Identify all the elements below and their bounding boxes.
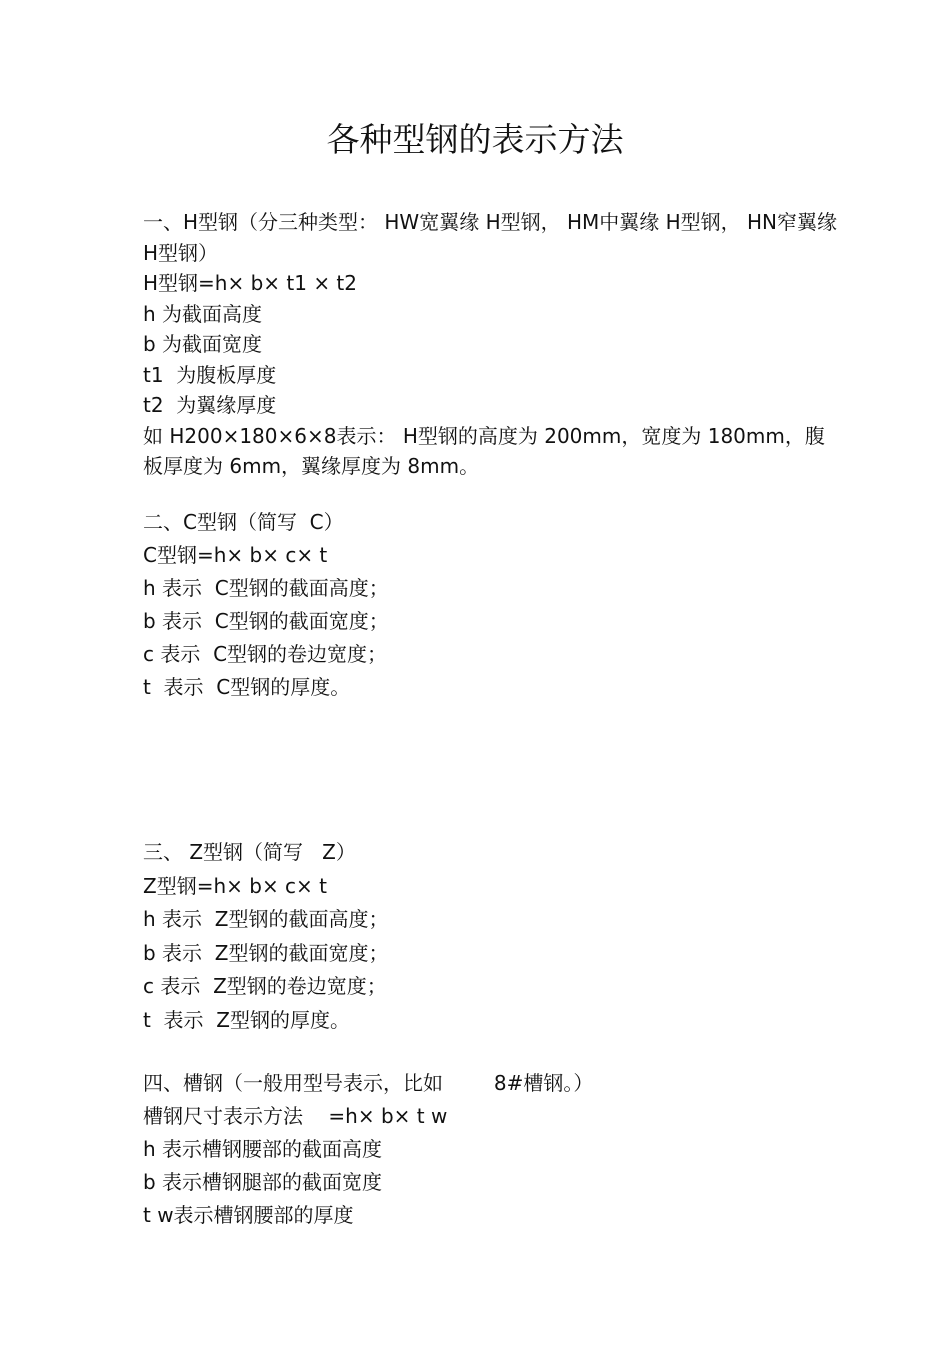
section-heading: 四、槽钢（一般用型号表示，比如 8#槽钢。） [143, 1071, 594, 1095]
definition-line: b 为截面宽度 [143, 332, 263, 356]
section-heading: 三、 Z型钢（简写 Z） [143, 840, 356, 864]
definition-line: c 表示 C型钢的卷边宽度； [143, 642, 388, 666]
definition-line: b 表示 C型钢的截面宽度； [143, 609, 389, 633]
definition-line: h 为截面高度 [143, 301, 263, 326]
definition-line: b 表示槽钢腿部的截面宽度 [143, 1170, 383, 1194]
definition-line: t w表示槽钢腰部的厚度 [143, 1203, 354, 1227]
section-h-beam [143, 207, 843, 482]
section-channel [143, 1067, 843, 1232]
section-z-beam [143, 836, 843, 1037]
formula: H型钢=h× b× t1 × t2 [143, 271, 358, 295]
page-title: 各种型钢的表示方法 [326, 120, 624, 159]
definition-line: t1 为腹板厚度 [143, 362, 277, 387]
definition-line: t 表示 Z型钢的厚度。 [143, 1007, 350, 1032]
definition-line: c 表示 Z型钢的卷边宽度； [143, 974, 387, 998]
formula: 槽钢尺寸表示方法 =h× b× t w [143, 1104, 448, 1128]
formula: Z型钢=h× b× c× t [143, 873, 328, 898]
example-text: 如 H200×180×6×8表示： H型钢的高度为 200mm，宽度为 180mm，腹板厚度为 6mm，翼缘厚度为 8mm。 [143, 423, 825, 478]
definition-line: t2 为翼缘厚度 [143, 393, 277, 417]
section-heading: 一、H型钢（分三种类型： HW宽翼缘 H型钢， HM中翼缘 H型钢， HN窄翼缘 H型钢） [143, 210, 838, 265]
definition-line: b 表示 Z型钢的截面宽度； [143, 940, 389, 965]
definition-line: h 表示槽钢腰部的截面高度 [143, 1137, 383, 1161]
formula: C型钢=h× b× c× t [143, 543, 328, 567]
section-heading: 二、C型钢（简写 C） [143, 510, 344, 534]
definition-line: h 表示 C型钢的截面高度； [143, 576, 389, 600]
definition-line: t 表示 C型钢的厚度。 [143, 675, 351, 699]
definition-line: h 表示 Z型钢的截面高度； [143, 907, 389, 931]
section-c-beam [143, 506, 843, 704]
